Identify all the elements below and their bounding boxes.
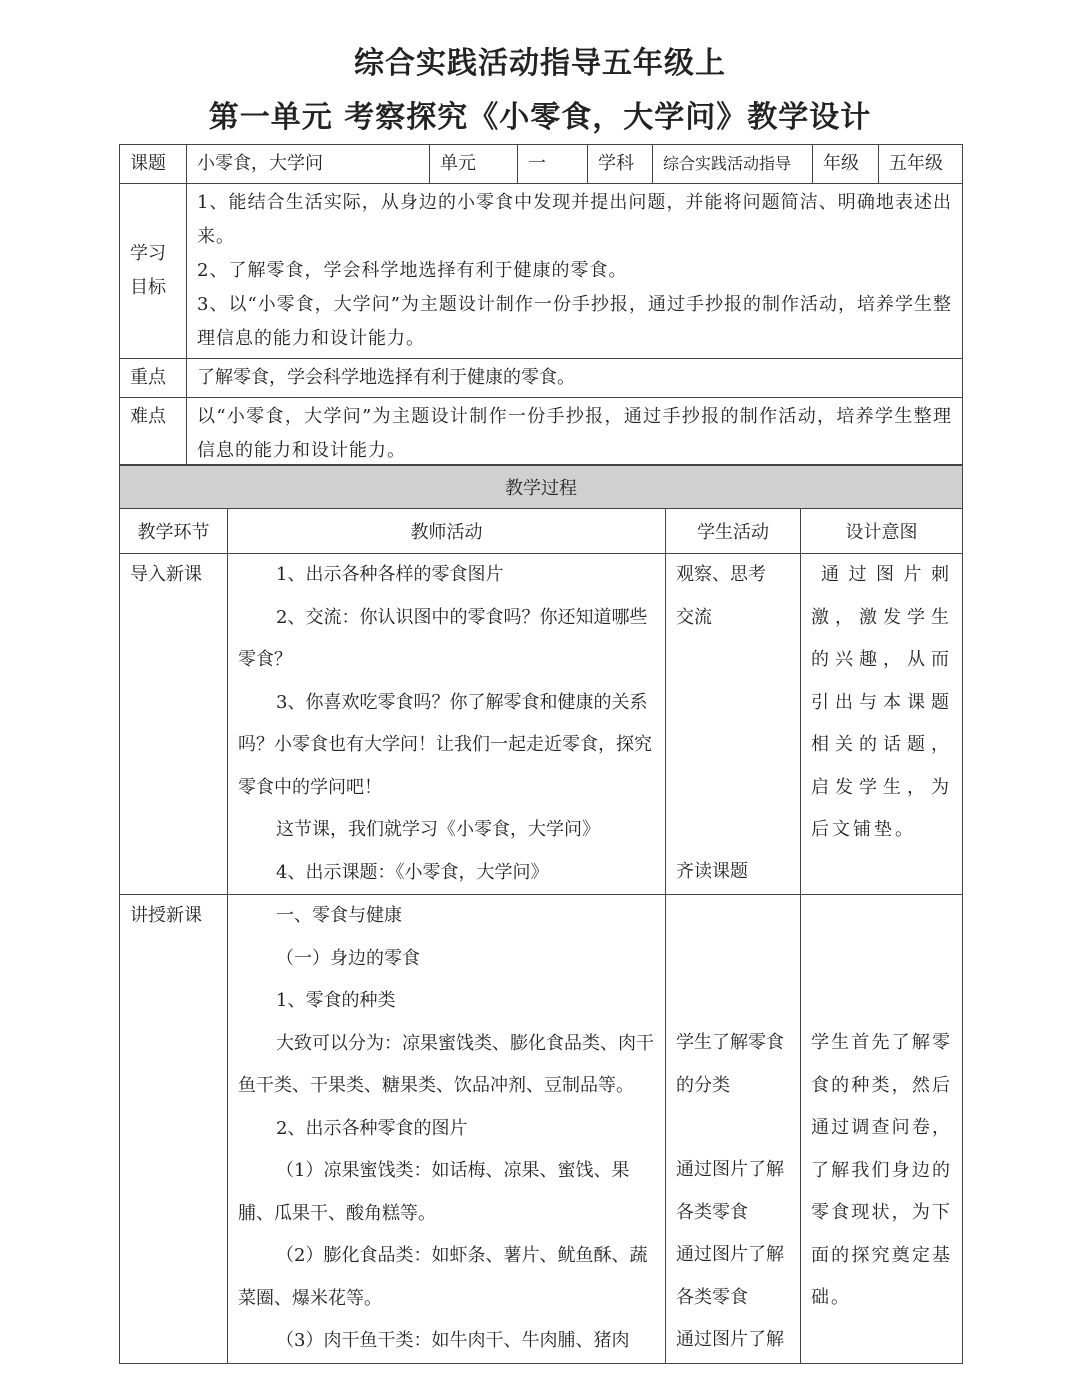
teacher-line: 3、你喜欢吃零食吗？你了解零食和健康的关系吗？小零食也有大学问！让我们一起走近零食，探究零食中的学问吧！: [238, 691, 652, 798]
header-stage: 教学环节: [120, 509, 228, 554]
teacher-line: （3）肉干鱼干类：如牛肉干、牛肉脯、猪肉: [276, 1330, 630, 1351]
student-line: 观察、思考: [676, 564, 766, 585]
goals-cell: [187, 184, 963, 359]
goal-item: 1、能结合生活实际，从身边的小零食中发现并提出问题，并能将问题简洁、明确地表述出来。: [197, 192, 952, 247]
row2-teacher: [228, 895, 666, 1364]
row2-intent: [801, 895, 963, 1364]
row2-stage: 讲授新课: [120, 895, 228, 1364]
row2-student: [666, 895, 801, 1364]
diff-value: 以“小零食，大学问”为主题设计制作一份手抄报，通过手抄报的制作活动，培养学生整理信息的能力和设计能力。: [187, 398, 963, 471]
subject-label: 学科: [588, 145, 653, 184]
student-line: 学生了解零食的分类: [676, 1032, 784, 1096]
teacher-line: 4、出示课题：《小零食，大学问》: [276, 861, 549, 883]
process-banner: 教学过程: [120, 465, 963, 509]
intent-text: 通过图片刺激，激发学生的兴趣，从而引出与本课题相关的话题，启发学生，为后文铺垫。: [811, 564, 952, 840]
teacher-line: 一、零食与健康: [276, 905, 402, 926]
grade-value: 五年级: [879, 145, 963, 184]
header-teacher: 教师活动: [228, 509, 666, 554]
teacher-line: 2、交流：你认识图中的零食吗？你还知道哪些零食？: [238, 606, 648, 670]
student-line: 交流: [676, 606, 712, 628]
grade-label: 年级: [813, 145, 879, 184]
teacher-line: 大致可以分为：凉果蜜饯类、膨化食品类、肉干鱼干类、干果类、糖果类、饮品冲剂、豆制品等。: [238, 1032, 654, 1096]
goals-label: [120, 184, 187, 359]
unit-value: 一: [518, 145, 588, 184]
subject-value: 综合实践活动指导: [653, 145, 813, 184]
key-value: 了解零食，学会科学地选择有利于健康的零食。: [187, 359, 963, 398]
process-table: [119, 464, 963, 1364]
teacher-line: （2）膨化食品类：如虾条、薯片、鱿鱼酥、蔬菜圈、爆米花等。: [238, 1245, 648, 1309]
goal-item: 3、以“小零食，大学问”为主题设计制作一份手抄报，通过手抄报的制作活动，培养学生整理信息的能力和设计能力。: [197, 294, 952, 349]
teacher-line: （一）身边的零食: [276, 947, 420, 969]
info-table: [119, 144, 963, 471]
row1-stage: 导入新课: [120, 554, 228, 895]
document-subtitle: 第一单元 考察探究《小零食，大学问》教学设计: [208, 100, 872, 135]
document-title: 综合实践活动指导五年级上: [354, 46, 726, 81]
goal-item: 2、了解零食，学会科学地选择有利于健康的零食。: [197, 260, 628, 281]
student-line: 通过图片了解: [676, 1329, 784, 1350]
teacher-line: 1、零食的种类: [276, 990, 396, 1011]
student-line: 齐读课题: [676, 861, 748, 882]
teacher-line: （1）凉果蜜饯类：如话梅、凉果、蜜饯、果脯、瓜果干、酸角糕等。: [238, 1160, 630, 1224]
goals-label-text: 学习目标: [130, 243, 166, 298]
row1-student: [666, 554, 801, 895]
teacher-line: 1、出示各种各样的零食图片: [276, 564, 504, 585]
header-student: 学生活动: [666, 509, 801, 554]
row1-intent: [801, 554, 963, 895]
student-line: 通过图片了解各类零食: [676, 1244, 784, 1308]
keti-label: 课题: [120, 145, 187, 184]
keti-value: 小零食，大学问: [187, 145, 430, 184]
row1-teacher: [228, 554, 666, 895]
diff-label: 难点: [120, 398, 187, 471]
unit-label: 单元: [430, 145, 518, 184]
teacher-line: 2、出示各种零食的图片: [276, 1117, 468, 1139]
teacher-line: 这节课，我们就学习《小零食，大学问》: [276, 819, 600, 840]
header-intent: 设计意图: [801, 509, 963, 554]
student-line: 通过图片了解各类零食: [676, 1159, 784, 1223]
key-label: 重点: [120, 359, 187, 398]
intent-text: 学生首先了解零食的种类，然后通过调查问卷，了解我们身边的零食现状，为下面的探究奠定基础。: [811, 1032, 952, 1308]
